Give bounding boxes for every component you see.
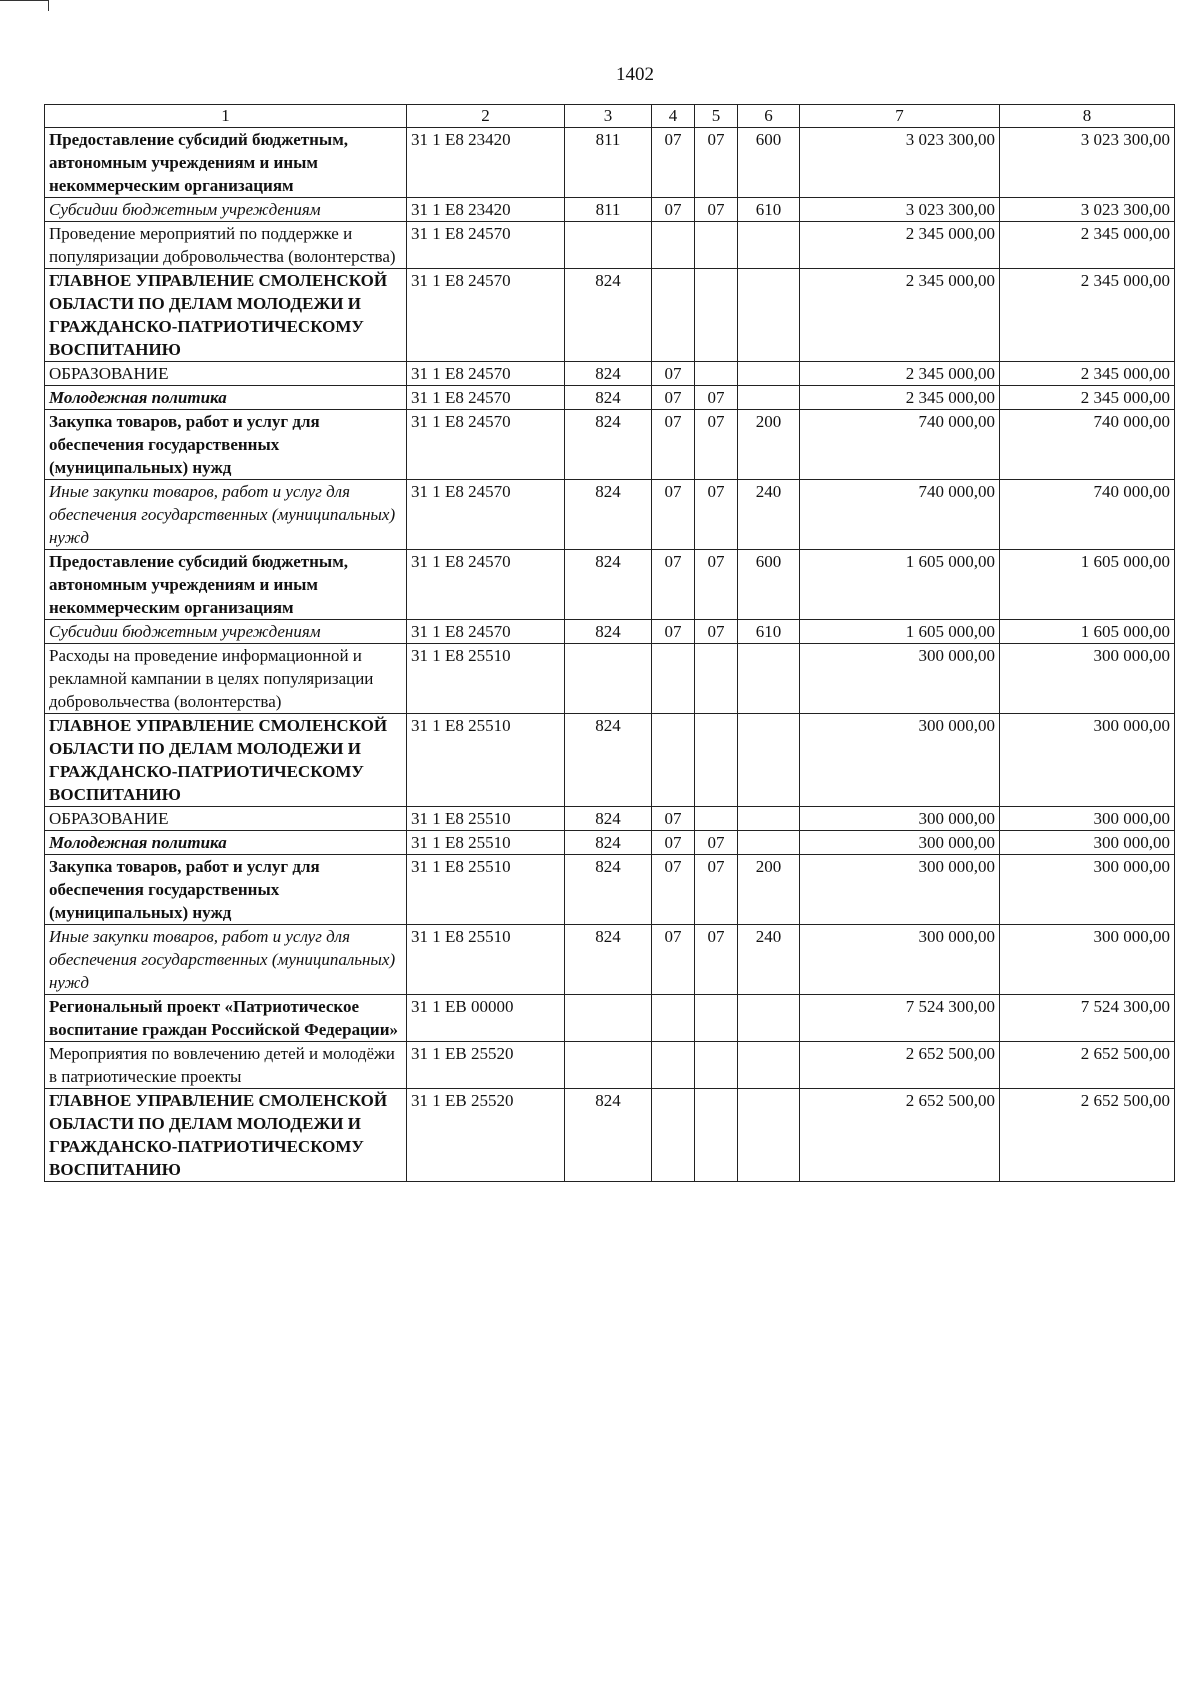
amount-year-1: 2 345 000,00 (800, 222, 1000, 269)
table-header-row (45, 105, 1175, 128)
expense-type-code (738, 995, 800, 1042)
table-row (45, 1042, 1175, 1089)
item-name: Субсидии бюджетным учреждениям (45, 198, 407, 222)
expense-type-code (738, 269, 800, 362)
header-col-2: 2 (407, 105, 565, 128)
item-name: ОБРАЗОВАНИЕ (45, 807, 407, 831)
department-code: 824 (565, 1089, 652, 1182)
amount-year-2: 740 000,00 (1000, 480, 1175, 550)
amount-year-1: 3 023 300,00 (800, 128, 1000, 198)
section-code: 07 (652, 831, 695, 855)
subsection-code (695, 995, 738, 1042)
amount-year-1: 2 345 000,00 (800, 269, 1000, 362)
target-code: 31 1 E8 24570 (407, 222, 565, 269)
amount-year-2: 2 345 000,00 (1000, 269, 1175, 362)
section-code (652, 644, 695, 714)
department-code (565, 644, 652, 714)
amount-year-1: 300 000,00 (800, 831, 1000, 855)
subsection-code (695, 807, 738, 831)
expense-type-code (738, 1089, 800, 1182)
subsection-code: 07 (695, 925, 738, 995)
department-code (565, 995, 652, 1042)
amount-year-1: 300 000,00 (800, 644, 1000, 714)
expense-type-code: 200 (738, 855, 800, 925)
subsection-code: 07 (695, 620, 738, 644)
item-name: Закупка товаров, работ и услуг для обеспечения государственных (муниципальных) нужд (45, 410, 407, 480)
table-row (45, 995, 1175, 1042)
department-code (565, 1042, 652, 1089)
amount-year-2: 300 000,00 (1000, 831, 1175, 855)
subsection-code: 07 (695, 550, 738, 620)
department-code: 824 (565, 480, 652, 550)
subsection-code (695, 269, 738, 362)
expense-type-code: 200 (738, 410, 800, 480)
item-name: Региональный проект «Патриотическое воспитание граждан Российской Федерации» (45, 995, 407, 1042)
expense-type-code: 240 (738, 480, 800, 550)
department-code: 824 (565, 925, 652, 995)
section-code: 07 (652, 386, 695, 410)
subsection-code: 07 (695, 386, 738, 410)
target-code: 31 1 E8 24570 (407, 269, 565, 362)
target-code: 31 1 E8 23420 (407, 198, 565, 222)
target-code: 31 1 E8 24570 (407, 386, 565, 410)
table-row (45, 807, 1175, 831)
target-code: 31 1 E8 24570 (407, 362, 565, 386)
table-row (45, 269, 1175, 362)
amount-year-2: 740 000,00 (1000, 410, 1175, 480)
expense-type-code (738, 1042, 800, 1089)
amount-year-1: 2 345 000,00 (800, 386, 1000, 410)
department-code: 811 (565, 128, 652, 198)
target-code: 31 1 EB 25520 (407, 1089, 565, 1182)
amount-year-1: 740 000,00 (800, 410, 1000, 480)
header-col-7: 7 (800, 105, 1000, 128)
amount-year-1: 7 524 300,00 (800, 995, 1000, 1042)
item-name: ГЛАВНОЕ УПРАВЛЕНИЕ СМОЛЕНСКОЙ ОБЛАСТИ ПО ДЕЛАМ МОЛОДЕЖИ И ГРАЖДАНСКО-ПАТРИОТИЧЕСКОМУ ВОСПИТАНИЮ (45, 714, 407, 807)
table-row (45, 831, 1175, 855)
expense-type-code: 610 (738, 198, 800, 222)
amount-year-1: 2 652 500,00 (800, 1089, 1000, 1182)
subsection-code (695, 1089, 738, 1182)
page-number: 1402 (616, 64, 654, 85)
expense-type-code: 600 (738, 550, 800, 620)
department-code: 824 (565, 550, 652, 620)
budget-table (44, 104, 1175, 1182)
subsection-code (695, 644, 738, 714)
department-code: 824 (565, 831, 652, 855)
amount-year-2: 2 652 500,00 (1000, 1089, 1175, 1182)
amount-year-1: 2 345 000,00 (800, 362, 1000, 386)
target-code: 31 1 E8 23420 (407, 128, 565, 198)
amount-year-1: 3 023 300,00 (800, 198, 1000, 222)
section-code (652, 269, 695, 362)
item-name: Предоставление субсидий бюджетным, автономным учреждениям и иным некоммерческим организациям (45, 550, 407, 620)
amount-year-2: 300 000,00 (1000, 807, 1175, 831)
amount-year-2: 300 000,00 (1000, 644, 1175, 714)
amount-year-2: 7 524 300,00 (1000, 995, 1175, 1042)
subsection-code: 07 (695, 410, 738, 480)
target-code: 31 1 E8 25510 (407, 831, 565, 855)
table-row (45, 925, 1175, 995)
table-row (45, 410, 1175, 480)
item-name: ОБРАЗОВАНИЕ (45, 362, 407, 386)
amount-year-2: 300 000,00 (1000, 714, 1175, 807)
item-name: Субсидии бюджетным учреждениям (45, 620, 407, 644)
department-code: 824 (565, 362, 652, 386)
amount-year-2: 1 605 000,00 (1000, 550, 1175, 620)
table-row (45, 198, 1175, 222)
amount-year-1: 1 605 000,00 (800, 550, 1000, 620)
item-name: Иные закупки товаров, работ и услуг для обеспечения государственных (муниципальных) нужд (45, 480, 407, 550)
amount-year-2: 300 000,00 (1000, 855, 1175, 925)
amount-year-1: 1 605 000,00 (800, 620, 1000, 644)
subsection-code: 07 (695, 198, 738, 222)
item-name: Мероприятия по вовлечению детей и молодёжи в патриотические проекты (45, 1042, 407, 1089)
section-code: 07 (652, 807, 695, 831)
table-row (45, 644, 1175, 714)
table-body (45, 105, 1175, 1182)
item-name: Молодежная политика (45, 386, 407, 410)
table-row (45, 714, 1175, 807)
subsection-code: 07 (695, 128, 738, 198)
target-code: 31 1 E8 25510 (407, 644, 565, 714)
section-code: 07 (652, 620, 695, 644)
item-name: Иные закупки товаров, работ и услуг для обеспечения государственных (муниципальных) нужд (45, 925, 407, 995)
section-code: 07 (652, 410, 695, 480)
section-code: 07 (652, 855, 695, 925)
table-row (45, 550, 1175, 620)
department-code: 824 (565, 386, 652, 410)
expense-type-code (738, 222, 800, 269)
header-col-4: 4 (652, 105, 695, 128)
expense-type-code (738, 644, 800, 714)
item-name: Предоставление субсидий бюджетным, автономным учреждениям и иным некоммерческим организациям (45, 128, 407, 198)
item-name: ГЛАВНОЕ УПРАВЛЕНИЕ СМОЛЕНСКОЙ ОБЛАСТИ ПО ДЕЛАМ МОЛОДЕЖИ И ГРАЖДАНСКО-ПАТРИОТИЧЕСКОМУ ВОСПИТАНИЮ (45, 1089, 407, 1182)
target-code: 31 1 E8 25510 (407, 807, 565, 831)
target-code: 31 1 E8 25510 (407, 925, 565, 995)
subsection-code: 07 (695, 480, 738, 550)
header-col-6: 6 (738, 105, 800, 128)
target-code: 31 1 E8 25510 (407, 855, 565, 925)
expense-type-code (738, 386, 800, 410)
expense-type-code (738, 807, 800, 831)
expense-type-code: 610 (738, 620, 800, 644)
amount-year-1: 2 652 500,00 (800, 1042, 1000, 1089)
subsection-code (695, 714, 738, 807)
section-code (652, 714, 695, 807)
target-code: 31 1 E8 24570 (407, 480, 565, 550)
amount-year-2: 3 023 300,00 (1000, 128, 1175, 198)
header-col-8: 8 (1000, 105, 1175, 128)
item-name: Расходы на проведение информационной и рекламной кампании в целях популяризации добровольчества (волонтерства) (45, 644, 407, 714)
target-code: 31 1 E8 24570 (407, 410, 565, 480)
department-code: 824 (565, 714, 652, 807)
section-code (652, 1042, 695, 1089)
subsection-code: 07 (695, 855, 738, 925)
section-code: 07 (652, 925, 695, 995)
target-code: 31 1 EB 00000 (407, 995, 565, 1042)
subsection-code (695, 362, 738, 386)
section-code (652, 995, 695, 1042)
section-code: 07 (652, 198, 695, 222)
item-name: Проведение мероприятий по поддержке и популяризации добровольчества (волонтерства) (45, 222, 407, 269)
section-code (652, 222, 695, 269)
expense-type-code (738, 362, 800, 386)
header-col-3: 3 (565, 105, 652, 128)
item-name: Закупка товаров, работ и услуг для обеспечения государственных (муниципальных) нужд (45, 855, 407, 925)
amount-year-1: 300 000,00 (800, 855, 1000, 925)
section-code: 07 (652, 362, 695, 386)
amount-year-1: 300 000,00 (800, 925, 1000, 995)
amount-year-2: 3 023 300,00 (1000, 198, 1175, 222)
target-code: 31 1 E8 24570 (407, 620, 565, 644)
table-row (45, 855, 1175, 925)
subsection-code (695, 222, 738, 269)
expense-type-code: 600 (738, 128, 800, 198)
section-code: 07 (652, 128, 695, 198)
amount-year-1: 740 000,00 (800, 480, 1000, 550)
department-code: 824 (565, 807, 652, 831)
department-code: 824 (565, 855, 652, 925)
corner-mark (0, 0, 49, 11)
section-code: 07 (652, 550, 695, 620)
table-row (45, 480, 1175, 550)
department-code: 824 (565, 620, 652, 644)
table-row (45, 222, 1175, 269)
target-code: 31 1 EB 25520 (407, 1042, 565, 1089)
header-col-1: 1 (45, 105, 407, 128)
department-code: 811 (565, 198, 652, 222)
table-row (45, 386, 1175, 410)
section-code (652, 1089, 695, 1182)
table-row (45, 1089, 1175, 1182)
target-code: 31 1 E8 25510 (407, 714, 565, 807)
amount-year-1: 300 000,00 (800, 807, 1000, 831)
expense-type-code: 240 (738, 925, 800, 995)
expense-type-code (738, 714, 800, 807)
amount-year-2: 2 345 000,00 (1000, 362, 1175, 386)
item-name: ГЛАВНОЕ УПРАВЛЕНИЕ СМОЛЕНСКОЙ ОБЛАСТИ ПО ДЕЛАМ МОЛОДЕЖИ И ГРАЖДАНСКО-ПАТРИОТИЧЕСКОМУ ВОСПИТАНИЮ (45, 269, 407, 362)
amount-year-2: 2 345 000,00 (1000, 222, 1175, 269)
amount-year-1: 300 000,00 (800, 714, 1000, 807)
department-code: 824 (565, 410, 652, 480)
expense-type-code (738, 831, 800, 855)
target-code: 31 1 E8 24570 (407, 550, 565, 620)
department-code: 824 (565, 269, 652, 362)
amount-year-2: 1 605 000,00 (1000, 620, 1175, 644)
subsection-code (695, 1042, 738, 1089)
amount-year-2: 300 000,00 (1000, 925, 1175, 995)
header-col-5: 5 (695, 105, 738, 128)
section-code: 07 (652, 480, 695, 550)
table-row (45, 362, 1175, 386)
table-row (45, 620, 1175, 644)
table-row (45, 128, 1175, 198)
amount-year-2: 2 345 000,00 (1000, 386, 1175, 410)
department-code (565, 222, 652, 269)
subsection-code: 07 (695, 831, 738, 855)
item-name: Молодежная политика (45, 831, 407, 855)
amount-year-2: 2 652 500,00 (1000, 1042, 1175, 1089)
